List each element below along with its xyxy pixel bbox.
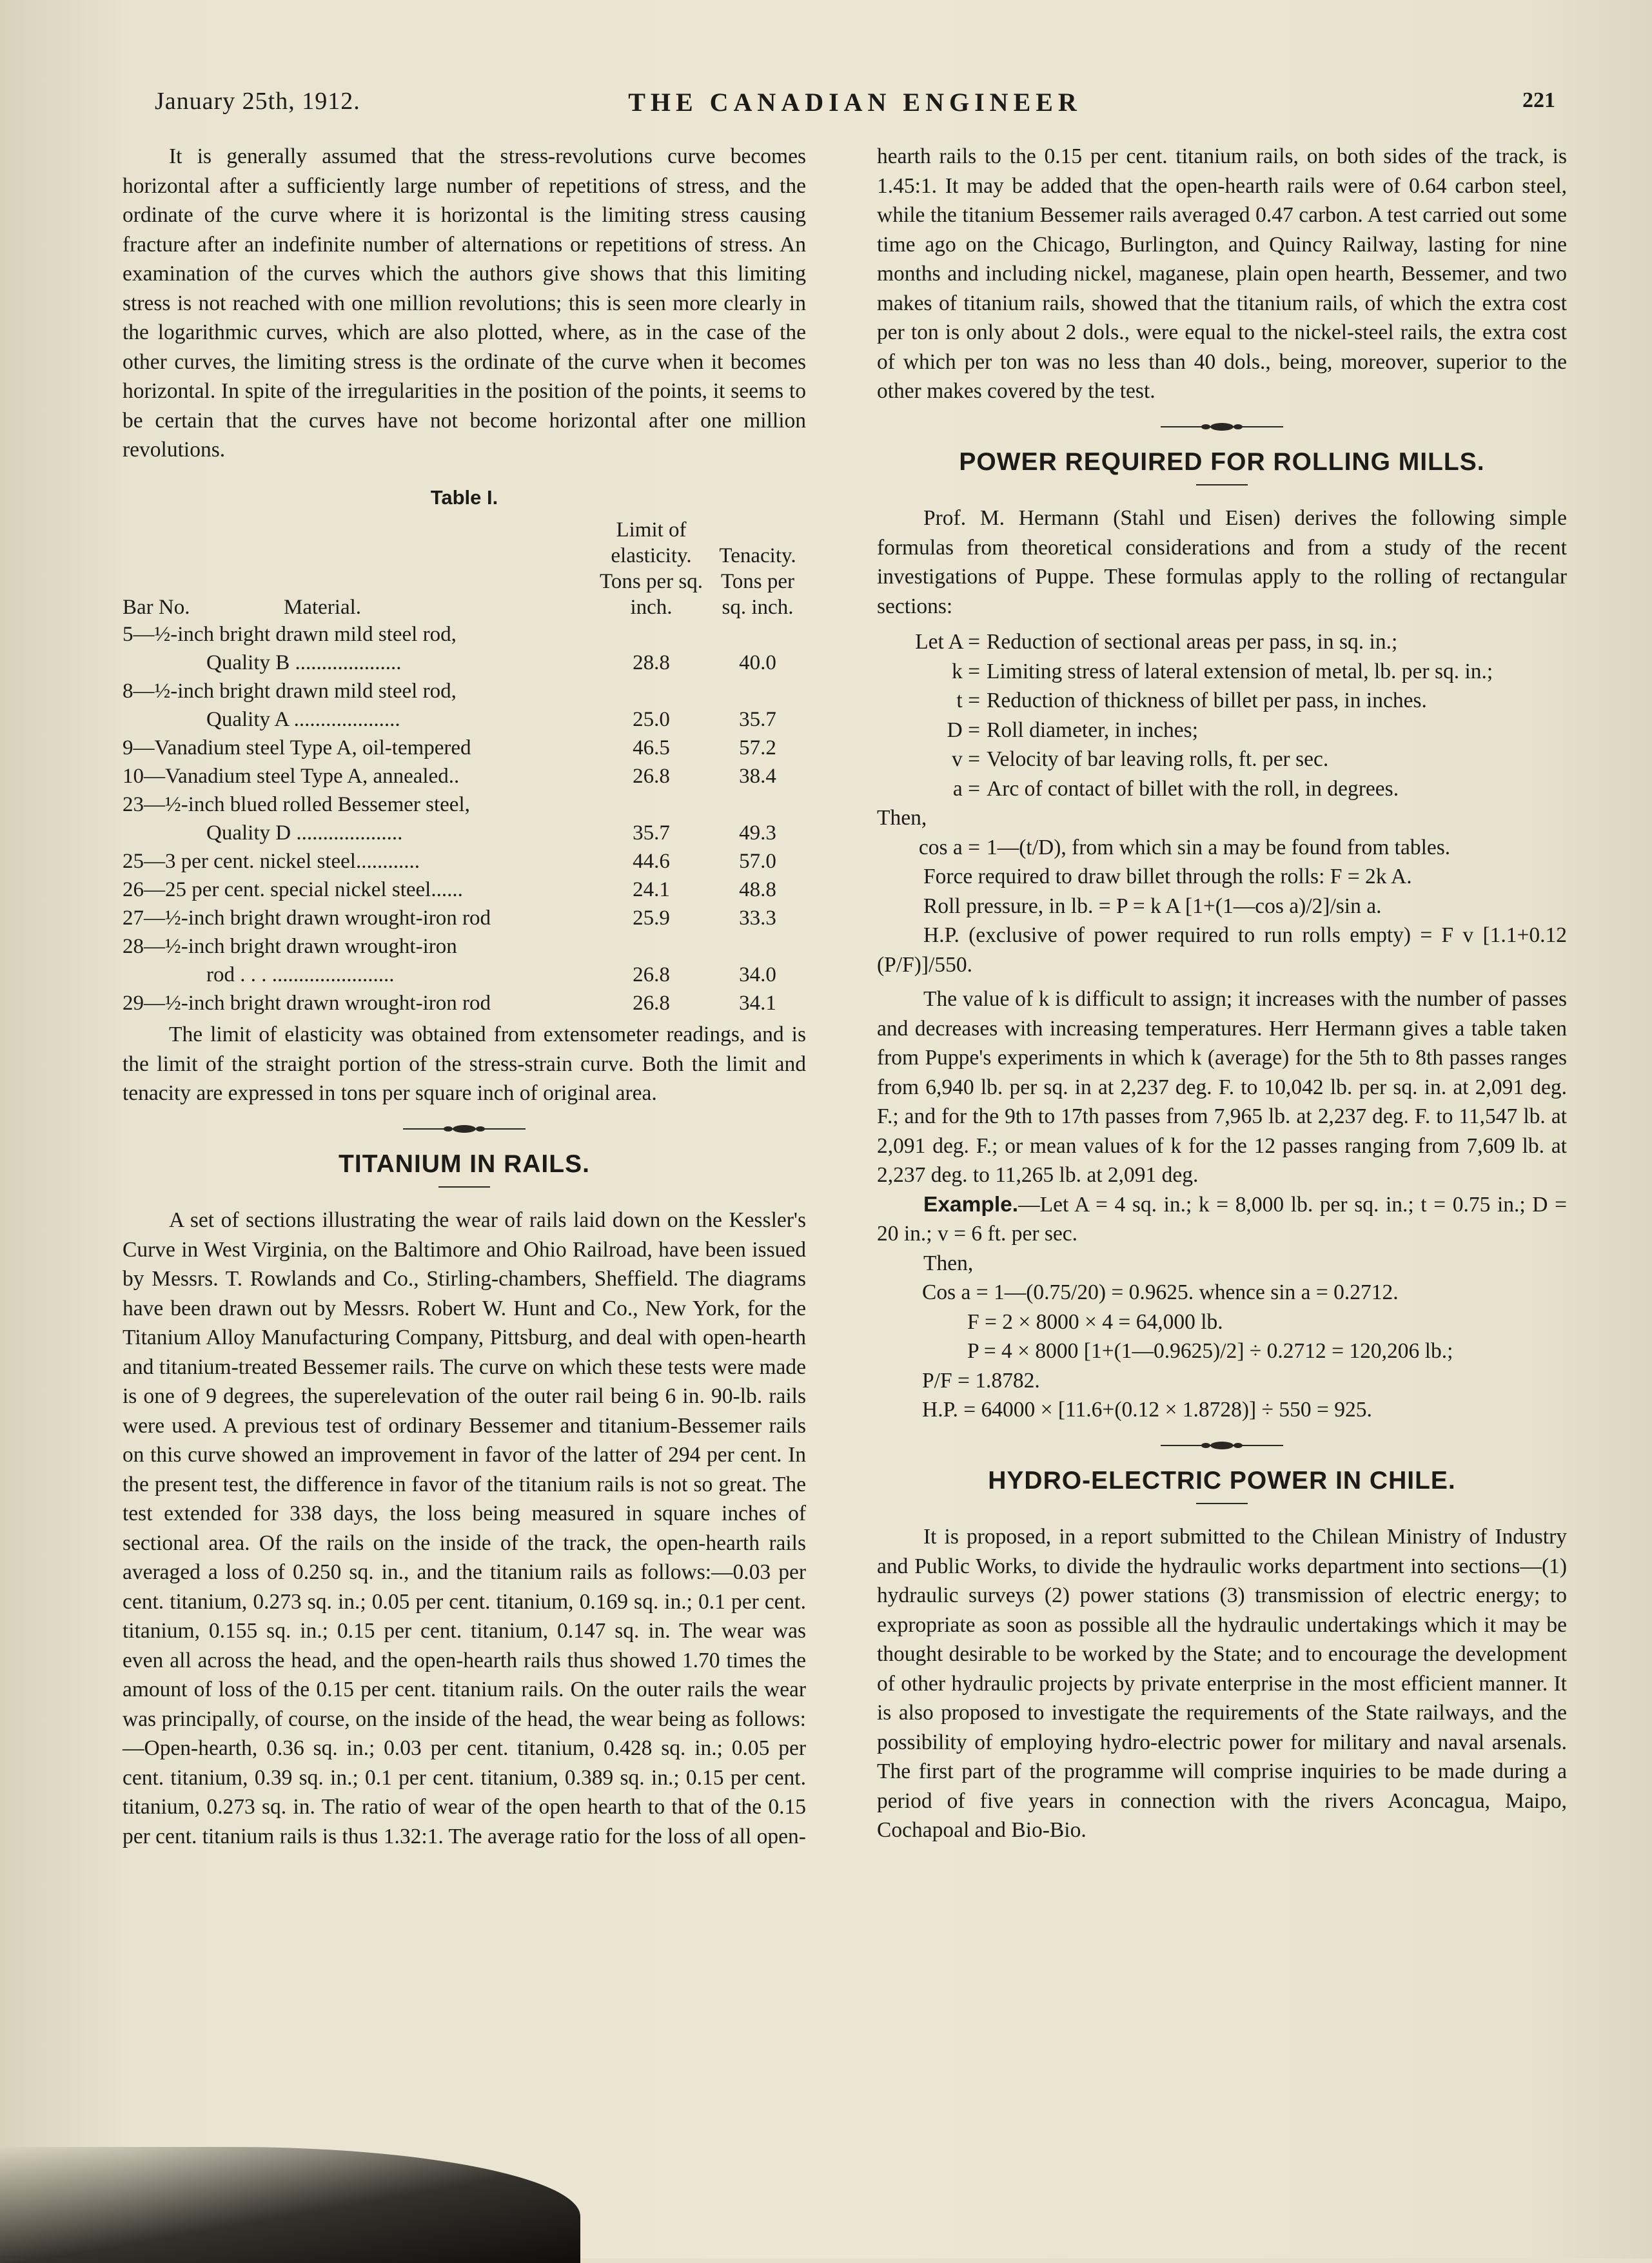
definition-text: Limiting stress of lateral extension of metal, lb. per sq. in.;: [987, 659, 1493, 683]
table-row: [123, 734, 806, 762]
material-line: 5—½-inch bright drawn mild steel rod,: [123, 623, 457, 646]
material-cell: [123, 762, 593, 790]
material-cell: [123, 989, 593, 1017]
definition-symbol: Let A =: [915, 630, 980, 654]
table-row: [123, 989, 806, 1017]
ornament-divider: [1161, 1439, 1283, 1452]
tenacity-cell: 48.8: [739, 878, 776, 901]
definition-text: Velocity of bar leaving rolls, ft. per sec.: [987, 747, 1329, 771]
definition-text: Reduction of sectional areas per pass, in sq. in.;: [987, 630, 1398, 654]
table-row: [123, 847, 806, 876]
material-cell: [123, 847, 593, 876]
definition-row: [877, 627, 1567, 657]
material-line: 23—½-inch blued rolled Bessemer steel,: [123, 793, 470, 816]
limit-cell: 25.0: [633, 708, 670, 731]
ornament-divider: [403, 1122, 526, 1135]
col-material-header: Material.: [284, 596, 362, 619]
material-cell: [123, 620, 593, 677]
tenacity-cell: 35.7: [739, 708, 776, 731]
titanium-heading: TITANIUM IN RAILS.: [339, 1150, 590, 1178]
material-cell: [123, 932, 593, 989]
heading-rule: [438, 1186, 490, 1188]
heading-rule: [1196, 1503, 1248, 1504]
table-row: [123, 790, 806, 847]
intro-paragraph: It is generally assumed that the stress-revolutions curve becomes horizontal after a sufficiently large number of repetitions of stress, and the ordinate of the curve where it is horizontal is the limiting stress causing fracture after an indefinite number of alternations or repetitions of stress. An examination of the curves which the authors give shows that this limiting stress is not reached with one million revolutions; this is seen more clearly in the logarithmic curves, which are also plotted, where, as in the case of the other curves, the limiting stress is the ordinate of the curve when it becomes horizontal. In spite of the irregularities in the position of the points, it seems to be certain that the curves have not become horizontal after one million revolutions.: [123, 144, 806, 462]
tenacity-cell: 40.0: [739, 651, 776, 674]
ornament-divider: [1161, 420, 1283, 433]
limit-cell: 24.1: [633, 878, 670, 901]
definition-text: Reduction of thickness of billet per pass, in inches.: [987, 689, 1427, 712]
definition-symbol: D =: [947, 718, 980, 742]
tenacity-cell: 49.3: [739, 821, 776, 845]
table-row: [123, 904, 806, 932]
right-column: [877, 142, 1567, 1845]
limit-cell: 44.6: [633, 850, 670, 873]
table-row: [123, 932, 806, 989]
page-number: 221: [1522, 88, 1555, 112]
hp-formula: H.P. (exclusive of power required to run rolls empty) = F v [1.1+0.12 (P/F)]/550.: [877, 923, 1567, 977]
limit-cell: 28.8: [633, 651, 670, 674]
journal-title: THE CANADIAN ENGINEER: [628, 88, 1082, 117]
issue-date: January 25th, 1912.: [155, 88, 360, 115]
rolling-intro: Prof. M. Hermann (Stahl und Eisen) derives the following simple formulas from theoretical considerations and from a study of the recent investigations of Puppe. These formulas apply to the rolling of rectangular sections:: [877, 506, 1567, 618]
col-limit-header: Limit of elasticity. Tons per sq. inch.: [600, 518, 703, 619]
force-formula: Force required to draw billet through the rolls: F = 2k A.: [923, 865, 1412, 888]
roll-pressure-formula: Roll pressure, in lb. = P = k A [1+(1—cos a)/2]/sin a.: [923, 894, 1382, 918]
limit-cell: 26.8: [633, 992, 670, 1015]
definition-text: Roll diameter, in inches;: [987, 718, 1198, 742]
table-title: Table I.: [430, 485, 498, 509]
heading-rule: [1196, 484, 1248, 485]
definition-row: [877, 745, 1567, 774]
material-line: 10—Vanadium steel Type A, annealed..: [123, 765, 460, 788]
material-cell: [123, 734, 593, 762]
definition-row: [877, 686, 1567, 716]
material-line-cont: Quality D ....................: [206, 821, 403, 845]
cos-rhs: 1—(t/D), from which sin a may be found from tables.: [987, 835, 1451, 859]
table-row: [123, 876, 806, 904]
tenacity-cell: 34.0: [739, 963, 776, 986]
definition-row: [877, 716, 1567, 745]
definition-text: Arc of contact of billet with the roll, in degrees.: [987, 776, 1399, 801]
definition-symbol: a =: [952, 776, 980, 801]
example-paragraph: [877, 1190, 1567, 1249]
calculation-lines: [877, 1278, 1567, 1425]
definition-symbol: t =: [956, 689, 980, 712]
rolling-mills-heading: POWER REQUIRED FOR ROLLING MILLS.: [959, 447, 1485, 476]
tenacity-cell: 34.1: [739, 992, 776, 1015]
limit-cell: 26.8: [633, 963, 670, 986]
material-line: 28—½-inch bright drawn wrought-iron: [123, 935, 457, 958]
material-cell: [123, 790, 593, 847]
material-cell: [123, 677, 593, 734]
k-value-paragraph: The value of k is difficult to assign; it increases with the number of passes and decreases with increasing temperatures. Herr Hermann gives a table taken from Puppe's experiments in which k (average) for the 5th to 8th passes ranges from 6,940 lb. per sq. in at 2,237 deg. F. to 10,042 lb. per sq. in. at 2,091 deg. F.; and for the 9th to 17th passes from 7,965 lb. at 2,237 deg. F. to 11,547 lb. at 2,091 deg. F.; or mean values of k for the 12 passes ranging from 7,609 lb. at 2,237 deg. to 11,265 lb. at 2,091 deg.: [877, 987, 1567, 1187]
tenacity-cell: 57.0: [739, 850, 776, 873]
calculation-line: F = 2 × 8000 × 4 = 64,000 lb.: [967, 1309, 1223, 1334]
material-cell: [123, 876, 593, 904]
table-note: The limit of elasticity was obtained from extensometer readings, and is the limit of the straight portion of the stress-strain curve. Both the limit and tenacity are expressed in tons per square inch of original area.: [123, 1023, 806, 1105]
then-label: Then,: [877, 806, 927, 830]
col-bar-header: Bar No.: [123, 596, 190, 619]
definitions-list: [877, 627, 1567, 803]
material-line: 26—25 per cent. special nickel steel......: [123, 878, 463, 901]
material-line-cont: Quality B ....................: [206, 651, 402, 674]
material-line: 9—Vanadium steel Type A, oil-tempered: [123, 736, 471, 759]
table-row: [123, 677, 806, 734]
limit-cell: 26.8: [633, 765, 670, 788]
material-cell: [123, 904, 593, 932]
material-line: 25—3 per cent. nickel steel............: [123, 850, 420, 873]
tenacity-cell: 33.3: [739, 906, 776, 930]
definition-row: [877, 657, 1567, 687]
table-header-row: [123, 517, 806, 620]
definition-symbol: v =: [951, 747, 980, 771]
hydro-paragraph: It is proposed, in a report submitted to the Chilean Ministry of Industry and Public Works, to divide the hydraulic works department into sections—(1) hydraulic surveys (2) power stations (3) transmission of electric energy; to expropriate as soon as possible all the hydraulic undertakings which it may be thought desirable to be worked by the State; and to encourage the development of other hydraulic projects by private enterprise in the most efficient manner. It is also proposed to investigate the requirements of the State railways, and the possibility of employing hydro-electric power for military and naval arsenals. The first part of the programme will comprise inquiries to be made during a period of five years in connection with the rivers Aconcagua, Maipo, Cochapoal and Bio-Bio.: [877, 1525, 1567, 1842]
table-row: [123, 620, 806, 677]
limit-cell: 46.5: [633, 736, 670, 759]
definition-row: [877, 774, 1567, 804]
material-line-cont: rod . . . .......................: [206, 963, 395, 986]
calculation-line: Cos a = 1—(0.75/20) = 0.9625. whence sin a = 0.2712.: [922, 1280, 1399, 1304]
cos-formula: [877, 833, 1567, 863]
material-line: 29—½-inch bright drawn wrought-iron rod: [123, 992, 491, 1015]
page-edge-shadow: [0, 2147, 580, 2263]
material-line: 27—½-inch bright drawn wrought-iron rod: [123, 906, 491, 930]
col-tenacity-header: Tenacity. Tons per sq. inch.: [719, 544, 796, 619]
example-text: —Let A = 4 sq. in.; k = 8,000 lb. per sq. in.; t = 0.75 in.; D = 20 in.; v = 6 ft. per sec.: [877, 1192, 1567, 1246]
hydro-heading: HYDRO-ELECTRIC POWER IN CHILE.: [988, 1466, 1456, 1494]
definition-symbol: k =: [951, 659, 980, 683]
example-label: Example.: [923, 1192, 1019, 1217]
running-header: [155, 87, 1555, 126]
left-column: [123, 142, 806, 1851]
material-line-cont: Quality A ....................: [206, 708, 400, 731]
cos-lhs: cos a =: [918, 835, 980, 859]
material-table: [123, 517, 806, 1017]
calculation-line: P/F = 1.8782.: [922, 1368, 1040, 1393]
titanium-paragraph: A set of sections illustrating the wear of rails laid down on the Kessler's Curve in West Virginia, on the Baltimore and Ohio Railroad, have been issued by Messrs. T. Rowlands and Co., Stirling-chambers, Sheffield. The diagrams have been drawn out by Messrs. Robert W. Hunt and Co., New York, for the Titanium Alloy Manufacturing Company, Pittsburg, and deal with open-hearth and titanium-treated Bessemer rails. The curve on which these tests were made is one of 9 degrees, the superelevation of the outer rail being 6 in. 90-lb. rails were used. A previous test of ordinary Bessemer and titanium-Bessemer rails on this curve showed an improvement in favor of the latter of 294 per cent. In the present test, the difference in favor of the titanium rails is not so great. The test extended for 338 days, the loss being measured in square inches of sectional area. Of the rails on the inside of the track, the open-hearth rails averaged a loss of 0.250 sq. in., and the titanium rails as follows:—0.03 per cent. titanium, 0.273 sq. in.; 0.05 per cent. titanium, 0.169 sq. in.; 0.1 per cent. titanium, 0.155 sq. in.; 0.15 per cent. titanium, 0.147 sq. in. The wear was even all across the head, and the open-hearth rails thus showed 1.70 times the amount of loss of the 0.15 per cent. titanium rails. On the outer rails the wear was principally, of course, on the inside of the head, the wear being as follows:—Open-hearth, 0.36 sq. in.; 0.03 per cent. titanium, 0.428 sq. in.; 0.05 per cent. titanium, 0.39 sq. in.; 0.1 per cent. titanium, 0.389 sq. in.; 0.15 per cent. titanium, 0.273 sq. in. The ratio of wear of the open hearth to that of the 0.15 per cent. titanium rails is thus 1.32:1. The average ratio for the loss of all open-: [123, 1208, 806, 1848]
calculation-line: H.P. = 64000 × [11.6+(0.12 × 1.8728)] ÷ 550 = 925.: [922, 1398, 1372, 1422]
then-label: Then,: [923, 1251, 974, 1275]
table-row: [123, 762, 806, 790]
material-line: 8—½-inch bright drawn mild steel rod,: [123, 680, 457, 703]
limit-cell: 35.7: [633, 821, 670, 845]
tenacity-cell: 57.2: [739, 736, 776, 759]
titanium-continued: hearth rails to the 0.15 per cent. titanium rails, on both sides of the track, is 1.45:1. It may be added that the open-hearth rails were of 0.64 carbon steel, while the titanium Bessemer rails averaged 0.47 carbon. A test carried out some time ago on the Chicago, Burlington, and Quincy Railway, lasting for nine months and including nickel, maganese, plain open hearth, Bessemer, and two makes of titanium rails, showed that the titanium rails, of which the extra cost per ton is only about 2 dols., were equal to the nickel-steel rails, the extra cost of which per ton was no less than 40 dols., being, moreover, superior to the other makes covered by the test.: [877, 144, 1567, 403]
limit-cell: 25.9: [633, 906, 670, 930]
calculation-line: P = 4 × 8000 [1+(1—0.9625)/2] ÷ 0.2712 = 120,206 lb.;: [967, 1339, 1453, 1363]
tenacity-cell: 38.4: [739, 765, 776, 788]
